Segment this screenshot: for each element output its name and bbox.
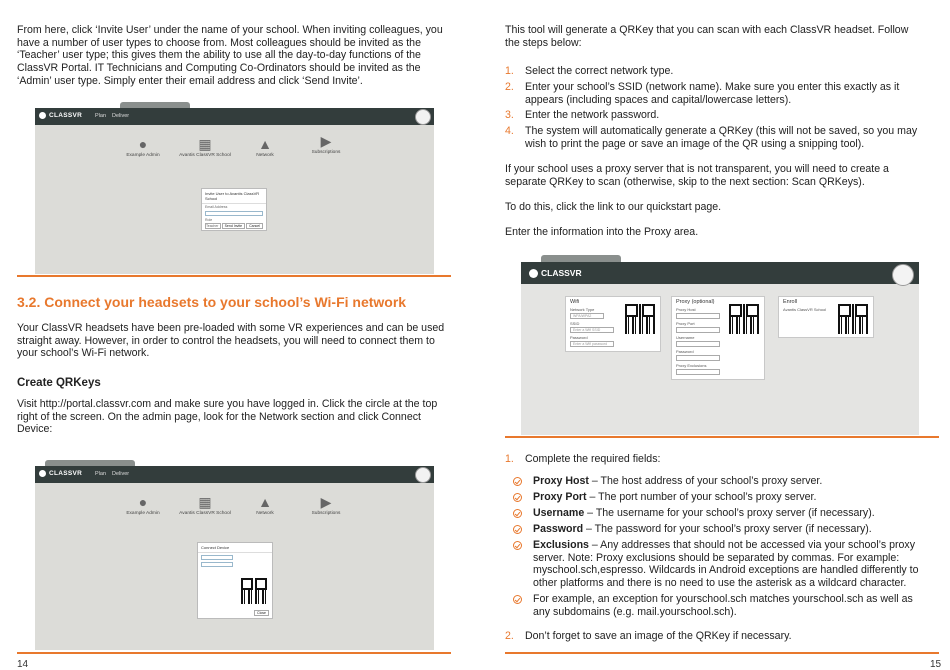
play-icon: ▶	[320, 494, 332, 510]
classvr-logo: CLASSVR	[529, 268, 582, 278]
qr-code	[240, 577, 268, 605]
section-paragraph: Your ClassVR headsets have been pre-loaded with some VR experiences and can be used straight away. However, in order to control the headsets, you will need to connect them to your school’s Wi-Fi network.	[17, 322, 445, 360]
close-button[interactable]: Close	[254, 610, 269, 616]
role-select[interactable]: Teacher	[205, 223, 221, 229]
nav-plan: Plan	[95, 471, 107, 477]
wifi-card: Wifi Network Type WPA/WPA2 SSID Enter a Wifi SSID Password Enter a Wifi password	[565, 296, 661, 352]
modal-title: Connect Device	[198, 543, 272, 553]
nav-deliver: Deliver	[112, 471, 130, 477]
classvr-logo: CLASSVR	[39, 470, 82, 477]
username-input[interactable]	[676, 341, 720, 347]
nav-deliver: Deliver	[112, 113, 130, 119]
network-column: ▲ Network	[230, 136, 300, 158]
intro-paragraph: This tool will generate a QRKey that you can scan with each ClassVR headset. Follow the steps below:	[505, 24, 909, 49]
person-icon: ●	[138, 136, 148, 152]
subscriptions-column: ▶ Subscriptions	[291, 494, 361, 516]
wifi-icon: ▲	[258, 494, 272, 510]
network-column: ▲ Network	[230, 494, 300, 516]
enroll-qr-code	[837, 303, 869, 335]
send-invite-button[interactable]: Send Invite	[222, 223, 246, 229]
proxy-host-input[interactable]	[676, 313, 720, 319]
school-column: ▦ Avantis ClassVR School	[170, 494, 240, 516]
building-icon: ▦	[198, 136, 212, 152]
proxy-card: Proxy (optional) Proxy Host Proxy Port Username Password Proxy Exclusions	[671, 296, 765, 380]
screenshot-header-bar	[35, 108, 434, 125]
create-qrkeys-heading: Create QRKeys	[17, 377, 101, 389]
check-circle-icon	[513, 541, 522, 550]
proxy-port-input[interactable]	[676, 327, 720, 333]
screenshot-header-bar	[35, 466, 434, 483]
page-number: 14	[17, 659, 29, 670]
password-input[interactable]: Enter a Wifi password	[570, 341, 614, 347]
intro-paragraph: From here, click ‘Invite User’ under the name of your school. When inviting colleagues, you have a number of user types to choose from. Most colleagues should be invited as the ‘Teacher’ user type; this gives them the ability to use all the day-to-day functions of the ClassVR Portal. IT Technicians and Computing Co-Ordinators should be invited as the ‘Admin’ user type. Simply enter their email address and click ‘Send Invite’.	[17, 24, 443, 87]
admin-column: ● Example Admin	[108, 494, 178, 516]
cancel-button[interactable]: Cancel	[246, 223, 263, 229]
avatar	[892, 264, 914, 286]
classvr-logo: CLASSVR	[39, 112, 82, 119]
play-icon: ▶	[320, 133, 332, 149]
school-column: ▦ Avantis ClassVR School	[170, 136, 240, 158]
connect-device-screenshot	[35, 466, 434, 650]
visit-paragraph: Visit http://portal.classvr.com and make sure you have logged in. Click the circle at the top right of the screen. On the admin page, look for the Network section and click Connect Device:	[17, 398, 438, 436]
nav-plan: Plan	[95, 113, 107, 119]
right-page: This tool will generate a QRKey that you can scan with each ClassVR headset. Follow the steps below: 1. Select the correct network type. 2. Enter your school’s SSID (network name). Make sure you enter this exactly as it appears (including spaces and capital/lowercase letters). 3. Enter the network password. 4. The system will automatically generate a QRKey (this will not be saved, so you may wish to print the page or save an image of the QR using a snipping tool). If your school uses a proxy server that is not transparent, you will need to create a separate QRKey to scan (otherwise, skip to the next section: Scan QRKeys). To do this, click the link to our quickstart page. Enter the information into the Proxy area. CLASSVR Wifi Network Type WPA/WPA2 SSID Enter a Wifi SSID Password Enter a Wifi password Proxy (optional) Proxy Host Proxy Port Username Password Proxy Exclusions Enroll Avantis ClassVR School 1. Complete the required fields: Proxy Host – The host address of your school’s proxy server. Proxy Port – The port number of your school’s proxy server. Username – The username for your school’s proxy server (if necessary). Password – The password for your school’s proxy server (if necessary). Exclusions – Any addresses that should not be accessed via your school’s proxy server. Note: Proxy exclusions should be separated by commas. For example: myschool.sch,espresso. Wildcards in Android exceptions are handled differently to other platforms and there is no need to use the asterisk as a wildcard character. For example, an exception for yourschool.sch matches yourschool.sch as well as any subdomains (e.g. mail.yourschool.sch). 2. Don’t forget to save an image of the QRKey if necessary. 15	[505, 24, 942, 670]
proxy-paragraph: If your school uses a proxy server that is not transparent, you will need to create a separate QRKey to scan (otherwise, skip to the next section: Scan QRKeys).	[505, 163, 889, 188]
section-heading: 3.2. Connect your headsets to your school’s Wi-Fi network	[17, 294, 407, 310]
check-circle-icon	[513, 509, 522, 518]
invite-user-screenshot	[35, 108, 434, 274]
check-circle-icon	[513, 525, 522, 534]
subscriptions-column: ▶ Subscriptions	[291, 133, 361, 155]
divider	[505, 436, 939, 438]
admin-column: ● Example Admin	[108, 136, 178, 163]
avatar	[415, 109, 431, 125]
divider	[17, 275, 451, 277]
modal-title: Invite User to Avantis ClassVR School	[202, 189, 266, 204]
invite-user-modal: Invite User to Avantis ClassVR School Email Address Role Teacher Send Invite Cancel	[201, 188, 267, 231]
ssid-input[interactable]: Enter a Wifi SSID	[570, 327, 614, 333]
proxy-exclusions-input[interactable]	[676, 369, 720, 375]
screenshot-header-bar	[521, 262, 919, 284]
enroll-card: Enroll Avantis ClassVR School	[778, 296, 874, 338]
network-type-select[interactable]: WPA/WPA2	[570, 313, 604, 319]
connect-device-modal	[197, 542, 273, 619]
person-icon: ●	[138, 494, 148, 510]
wifi-icon: ▲	[258, 136, 272, 152]
check-circle-icon	[513, 595, 522, 604]
proxy-qr-code	[728, 303, 760, 335]
building-icon: ▦	[198, 494, 212, 510]
ssid-field[interactable]	[201, 555, 233, 560]
check-circle-icon	[513, 477, 522, 486]
email-field[interactable]	[205, 211, 263, 216]
page-number: 15	[930, 659, 942, 670]
password-field[interactable]	[201, 562, 233, 567]
enter-paragraph: Enter the information into the Proxy area.	[505, 226, 699, 238]
avatar	[415, 467, 431, 483]
check-circle-icon	[513, 493, 522, 502]
divider	[17, 652, 451, 654]
todo-paragraph: To do this, click the link to our quickstart page.	[505, 201, 722, 213]
wifi-qr-code	[624, 303, 656, 335]
divider	[505, 652, 939, 654]
proxy-screenshot	[521, 262, 919, 435]
proxy-password-input[interactable]	[676, 355, 720, 361]
